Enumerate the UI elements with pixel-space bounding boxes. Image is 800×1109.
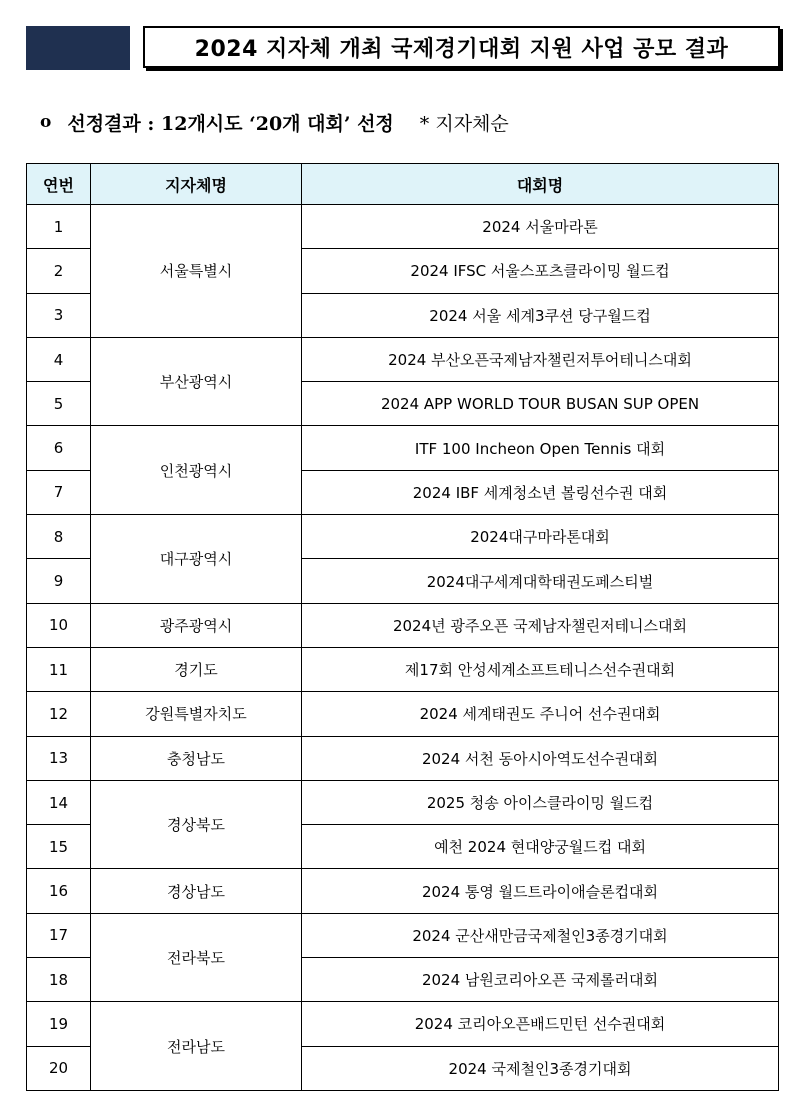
sort-note: * 지자체순 [419,112,509,135]
region-name: 경상북도 [91,780,302,869]
table-row [27,913,779,957]
row-number: 19 [27,1002,91,1046]
event-name: 2024 부산오픈국제남자챌린저투어테니스대회 [302,337,779,381]
region-name: 서울특별시 [91,205,302,338]
table-body [27,205,779,1091]
event-name: 2024 국제철인3종경기대회 [302,1046,779,1090]
title-box [143,26,780,68]
event-name: 2024대구세계대학태권도페스티벌 [302,559,779,603]
table-row [27,736,779,780]
event-name: ITF 100 Incheon Open Tennis 대회 [302,426,779,470]
region-name: 강원특별자치도 [91,692,302,736]
table-row [27,515,779,559]
row-number: 13 [27,736,91,780]
event-name: 2024 서울마라톤 [302,205,779,249]
table-row [27,426,779,470]
region-name: 경상남도 [91,869,302,913]
region-name: 광주광역시 [91,603,302,647]
event-name: 제17회 안성세계소프트테니스선수권대회 [302,647,779,691]
table-row [27,692,779,736]
row-number: 16 [27,869,91,913]
region-name: 부산광역시 [91,337,302,426]
event-name: 2024 코리아오픈배드민턴 선수권대회 [302,1002,779,1046]
row-number: 18 [27,958,91,1002]
region-name: 전라남도 [91,1002,302,1091]
row-number: 4 [27,337,91,381]
region-name: 인천광역시 [91,426,302,515]
row-number: 17 [27,913,91,957]
row-number: 12 [27,692,91,736]
table-row [27,780,779,824]
event-name: 2024 통영 월드트라이애슬론컵대회 [302,869,779,913]
result-table [26,163,779,1091]
event-name: 2024 군산새만금국제철인3종경기대회 [302,913,779,957]
table-row [27,205,779,249]
row-number: 8 [27,515,91,559]
selection-summary: 선정결과 : 12개시도 ‘20개 대회’ 선정 [67,112,394,135]
column-header-no: 연번 [27,164,91,205]
page-title: 2024 지자체 개최 국제경기대회 지원 사업 공모 결과 [194,36,729,62]
table-row [27,337,779,381]
event-name: 2024대구마라톤대회 [302,515,779,559]
region-name: 전라북도 [91,913,302,1002]
event-name: 2024 서울 세계3쿠션 당구월드컵 [302,293,779,337]
row-number: 15 [27,825,91,869]
event-name: 2024 APP WORLD TOUR BUSAN SUP OPEN [302,382,779,426]
region-name: 대구광역시 [91,515,302,604]
row-number: 11 [27,647,91,691]
table-row [27,603,779,647]
region-name: 경기도 [91,647,302,691]
event-name: 2024년 광주오픈 국제남자챌린저테니스대회 [302,603,779,647]
event-name: 2024 IBF 세계청소년 볼링선수권 대회 [302,470,779,514]
row-number: 14 [27,780,91,824]
event-name: 2024 IFSC 서울스포츠클라이밍 월드컵 [302,249,779,293]
column-header-region: 지자체명 [91,164,302,205]
row-number: 3 [27,293,91,337]
event-name: 2024 세계태권도 주니어 선수권대회 [302,692,779,736]
row-number: 10 [27,603,91,647]
region-name: 충청남도 [91,736,302,780]
row-number: 9 [27,559,91,603]
table-row [27,647,779,691]
row-number: 5 [27,382,91,426]
subtitle [40,107,509,137]
table-row [27,1002,779,1046]
row-number: 20 [27,1046,91,1090]
table-row [27,869,779,913]
header-accent-block [26,26,130,70]
table-header-row [27,164,779,205]
row-number: 2 [27,249,91,293]
column-header-event: 대회명 [302,164,779,205]
row-number: 7 [27,470,91,514]
event-name: 2025 청송 아이스클라이밍 월드컵 [302,780,779,824]
event-name: 2024 남원코리아오픈 국제롤러대회 [302,958,779,1002]
row-number: 1 [27,205,91,249]
row-number: 6 [27,426,91,470]
bullet-icon: o [40,112,52,132]
event-name: 2024 서천 동아시아역도선수권대회 [302,736,779,780]
event-name: 예천 2024 현대양궁월드컵 대회 [302,825,779,869]
